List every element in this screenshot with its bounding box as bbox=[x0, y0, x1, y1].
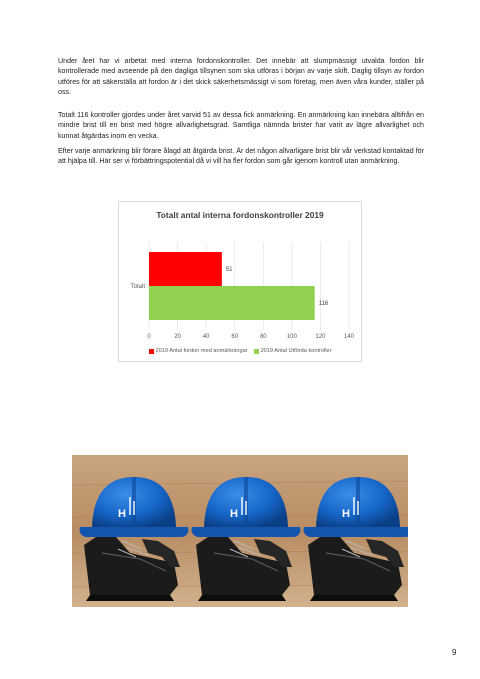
chart-title: Totalt antal interna fordonskontroller 2019 bbox=[156, 210, 324, 220]
paragraph-vehicle-inspections: Under året har vi arbetat med interna fordonskontroller. Det innebär att slumpmässigt utvalda fordon blir kontrollerade med avseende på den dagliga tillsynen som ska utföras i början av varje skift. Daglig tillsyn av fordon utföres för att säkerställa att fordon är i det skick säkerhetsmässigt vi som företag, men även våra kunder, ställer på oss. bbox=[58, 57, 424, 96]
bar-chart bbox=[118, 201, 362, 362]
x-tick-label: 60 bbox=[231, 334, 239, 340]
x-tick-label: 20 bbox=[174, 334, 181, 340]
legend-label: 2019 Antal Utförda kontroller bbox=[260, 348, 332, 354]
bar bbox=[149, 252, 222, 286]
data-label: 116 bbox=[318, 301, 329, 308]
chart-legend bbox=[119, 348, 361, 356]
x-tick-label: 120 bbox=[315, 334, 326, 340]
x-tick-label: 80 bbox=[259, 334, 267, 340]
legend-swatch bbox=[149, 349, 154, 354]
legend-item bbox=[254, 348, 332, 354]
paragraph-inspection-totals: Totalt 116 kontroller gjordes under året varvid 51 av dessa fick anmärkning. En anmärkning kan innebära alltifrån en mindre brist till en brist med högre allvarlighetsgrad. Samtliga nämnda brister har varit av lägre allvarlighet och kunnat åtgärdas inom en vecka. bbox=[58, 111, 424, 140]
paragraph-remarks-followup: Efter varje anmärkning blir förare ålagd att åtgärda brist. Är det någon allvarligare brist blir vår verkstad kontaktad för att hjälpa till. Här ser vi förbättringspotential då vi vill ha fler fordon som går igenom kontroll utan anmärkning. bbox=[58, 147, 424, 166]
data-label: 51 bbox=[225, 267, 233, 274]
legend-item bbox=[149, 348, 248, 354]
x-tick-label: 100 bbox=[286, 334, 297, 340]
helmet-and-boots-photo bbox=[72, 455, 408, 607]
x-tick-label: 40 bbox=[202, 334, 210, 340]
page-number: 9 bbox=[452, 648, 457, 657]
chart-plot bbox=[119, 202, 363, 363]
x-tick-label: 0 bbox=[147, 334, 151, 340]
x-tick-label: 140 bbox=[343, 334, 355, 340]
category-label: Totalt bbox=[130, 284, 145, 290]
bar bbox=[149, 286, 315, 320]
legend-label: 2019 Antal fordon med anmärkningar bbox=[155, 348, 248, 354]
legend-swatch bbox=[254, 349, 259, 354]
